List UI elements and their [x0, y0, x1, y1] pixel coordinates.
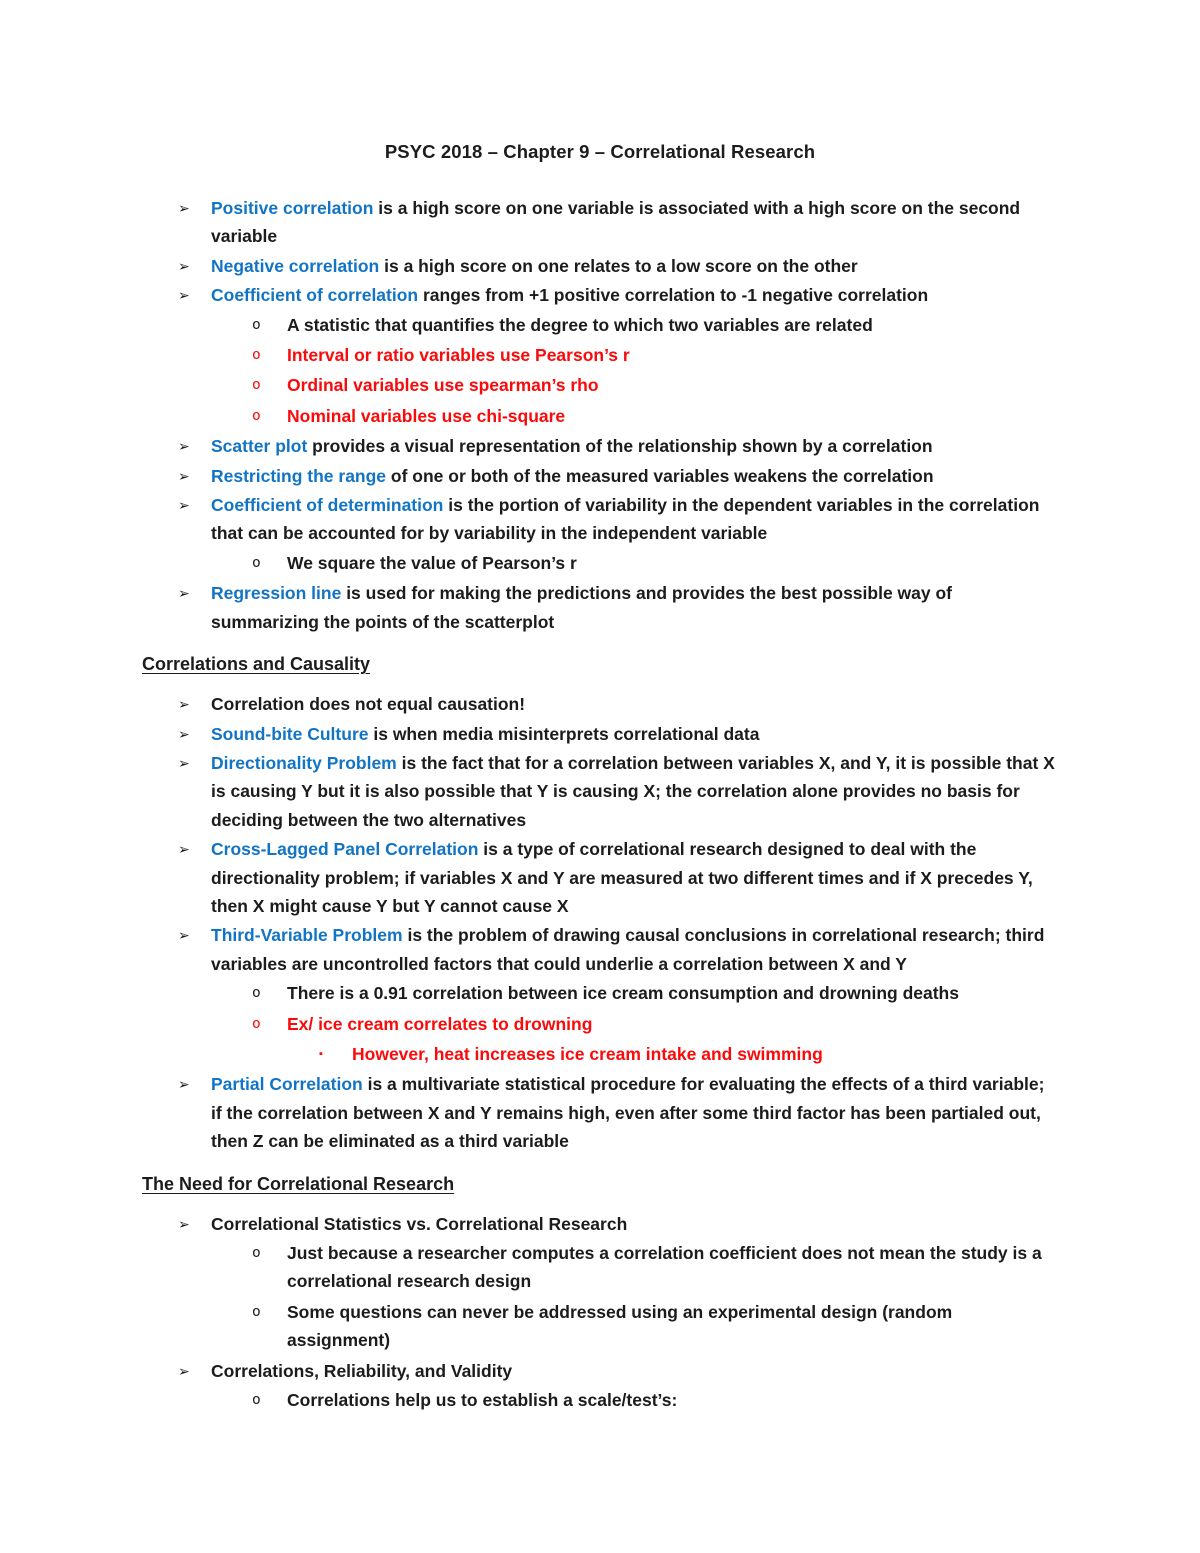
bullet-item [142, 835, 1058, 920]
sub-bullet-item [142, 979, 1058, 1007]
item-text: is a high score on one variable is associated with a high score on the second variable [211, 198, 1021, 247]
item-text: Correlations, Reliability, and Validity [211, 1360, 513, 1381]
bullet-item [142, 579, 1058, 636]
arrow-bullet-icon: ➢ [178, 438, 190, 455]
item-text: is the problem of drawing causal conclusions in correlational research; third variables are uncontrolled factors that could underlie a correlation between X and Y [211, 925, 1045, 974]
sub-bullet-item [142, 402, 1058, 430]
item-text: Just because a researcher computes a correlation coefficient does not mean the study is a correlational research design [287, 1243, 1042, 1292]
item-text: Correlations help us to establish a scale/test’s: [287, 1390, 678, 1411]
item-text: is the fact that for a correlation between variables X, and Y, it is possible that X is causing Y but it is also possible that Y is causing X; the correlation alone provides no basis for deciding between the two alternatives [211, 752, 1055, 830]
item-text: However, heat increases ice cream intake and swimming [352, 1043, 823, 1064]
circle-bullet-icon: o [252, 1392, 261, 1409]
document-body [142, 194, 1058, 1414]
sub-bullet-item [142, 1010, 1058, 1038]
arrow-bullet-icon: ➢ [178, 841, 190, 858]
arrow-bullet-icon: ➢ [178, 497, 190, 514]
sub-bullet-item [142, 1239, 1058, 1296]
sub-bullet-item [142, 341, 1058, 369]
item-text: is a high score on one relates to a low score on the other [384, 255, 858, 276]
key-term: Third-Variable Problem [211, 925, 408, 946]
bullet-item [142, 432, 1058, 460]
document-page [142, 141, 1058, 1416]
circle-bullet-icon: o [252, 316, 261, 333]
item-text: Some questions can never be addressed using an experimental design (random assignment) [287, 1301, 953, 1351]
arrow-bullet-icon: ➢ [178, 467, 190, 484]
key-term: Directionality Problem [211, 752, 402, 773]
item-text: A statistic that quantifies the degree to which two variables are related [287, 314, 873, 335]
item-text: is used for making the predictions and provides the best possible way of summarizing the points of the scatterplot [211, 583, 953, 632]
item-text: is a multivariate statistical procedure for evaluating the effects of a third variable; if the correlation between X and Y remains high, even after some third factor has been partialed out, then Z can be eliminated as a third variable [211, 1074, 1045, 1152]
bullet-item [142, 252, 1058, 280]
key-term: Coefficient of correlation [211, 285, 423, 306]
item-text: Nominal variables use chi-square [287, 405, 566, 426]
circle-bullet-icon: o [252, 985, 261, 1002]
bullet-item [142, 194, 1058, 251]
sub-bullet-item [142, 1040, 1058, 1068]
sub-bullet-item [142, 311, 1058, 339]
bullet-item [142, 491, 1058, 548]
bullet-item [142, 921, 1058, 978]
item-text: Ex/ ice cream correlates to drowning [287, 1013, 593, 1034]
item-text: Correlational Statistics vs. Correlational Research [211, 1213, 628, 1234]
item-text: Ordinal variables use spearman’s rho [287, 375, 599, 396]
bullet-item [142, 462, 1058, 490]
item-text: Interval or ratio variables use Pearson’s r [287, 345, 630, 366]
section-heading: The Need for Correlational Research [142, 1173, 455, 1194]
item-text: of one or both of the measured variables weakens the correlation [390, 465, 934, 486]
circle-bullet-icon: o [252, 1303, 261, 1320]
item-text: is a type of correlational research designed to deal with the directionality problem; if variables X and Y are measured at two different times and if X precedes Y, then X might cause Y but Y cannot cause X [211, 839, 1033, 916]
sub-bullet-item [142, 1298, 1058, 1355]
arrow-bullet-icon: ➢ [178, 257, 190, 274]
key-term: Restricting the range [211, 465, 391, 486]
key-term: Cross-Lagged Panel Correlation [211, 839, 484, 860]
sub-bullet-item [142, 549, 1058, 577]
circle-bullet-icon: o [252, 554, 261, 571]
bullet-item [142, 1070, 1058, 1155]
bullet-item [142, 281, 1058, 309]
arrow-bullet-icon: ➢ [178, 1076, 190, 1093]
circle-bullet-icon: o [252, 377, 261, 394]
arrow-bullet-icon: ➢ [178, 287, 190, 304]
sub-bullet-item [142, 371, 1058, 399]
item-text: is when media misinterprets correlational data [373, 723, 760, 744]
square-bullet-icon: ▪ [319, 1047, 323, 1060]
arrow-bullet-icon: ➢ [178, 725, 190, 742]
key-term: Sound-bite Culture [211, 723, 374, 744]
key-term: Negative correlation [211, 255, 385, 276]
arrow-bullet-icon: ➢ [178, 696, 190, 713]
arrow-bullet-icon: ➢ [178, 754, 190, 771]
circle-bullet-icon: o [252, 1015, 261, 1032]
bullet-item [142, 749, 1058, 834]
bullet-item [142, 690, 1058, 718]
key-term: Positive correlation [211, 198, 379, 218]
item-text: provides a visual representation of the relationship shown by a correlation [312, 436, 933, 457]
item-text: is the portion of variability in the dependent variables in the correlation that can be accounted for by variability in the independent variable [211, 495, 1040, 544]
arrow-bullet-icon: ➢ [178, 1362, 190, 1379]
circle-bullet-icon: o [252, 1245, 261, 1261]
circle-bullet-icon: o [252, 407, 261, 424]
item-text: Correlation does not equal causation! [211, 694, 526, 715]
arrow-bullet-icon: ➢ [178, 1215, 190, 1232]
bullet-item [142, 720, 1058, 748]
key-term: Coefficient of determination [211, 495, 449, 516]
circle-bullet-icon: o [252, 347, 261, 364]
item-text: ranges from +1 positive correlation to -1 negative correlation [422, 285, 929, 306]
item-text: There is a 0.91 correlation between ice cream consumption and drowning deaths [287, 983, 959, 1004]
bullet-item [142, 1357, 1058, 1385]
arrow-bullet-icon: ➢ [178, 927, 190, 944]
key-term: Regression line [211, 583, 347, 604]
key-term: Partial Correlation [211, 1074, 368, 1095]
bullet-item [142, 1210, 1058, 1238]
section-heading: Correlations and Causality [142, 654, 371, 675]
key-term: Scatter plot [211, 436, 313, 457]
arrow-bullet-icon: ➢ [178, 200, 190, 216]
item-text: We square the value of Pearson’s r [287, 552, 577, 573]
page-title: PSYC 2018 – Chapter 9 – Correlational Research [384, 141, 816, 162]
sub-bullet-item [142, 1386, 1058, 1414]
arrow-bullet-icon: ➢ [178, 585, 190, 602]
